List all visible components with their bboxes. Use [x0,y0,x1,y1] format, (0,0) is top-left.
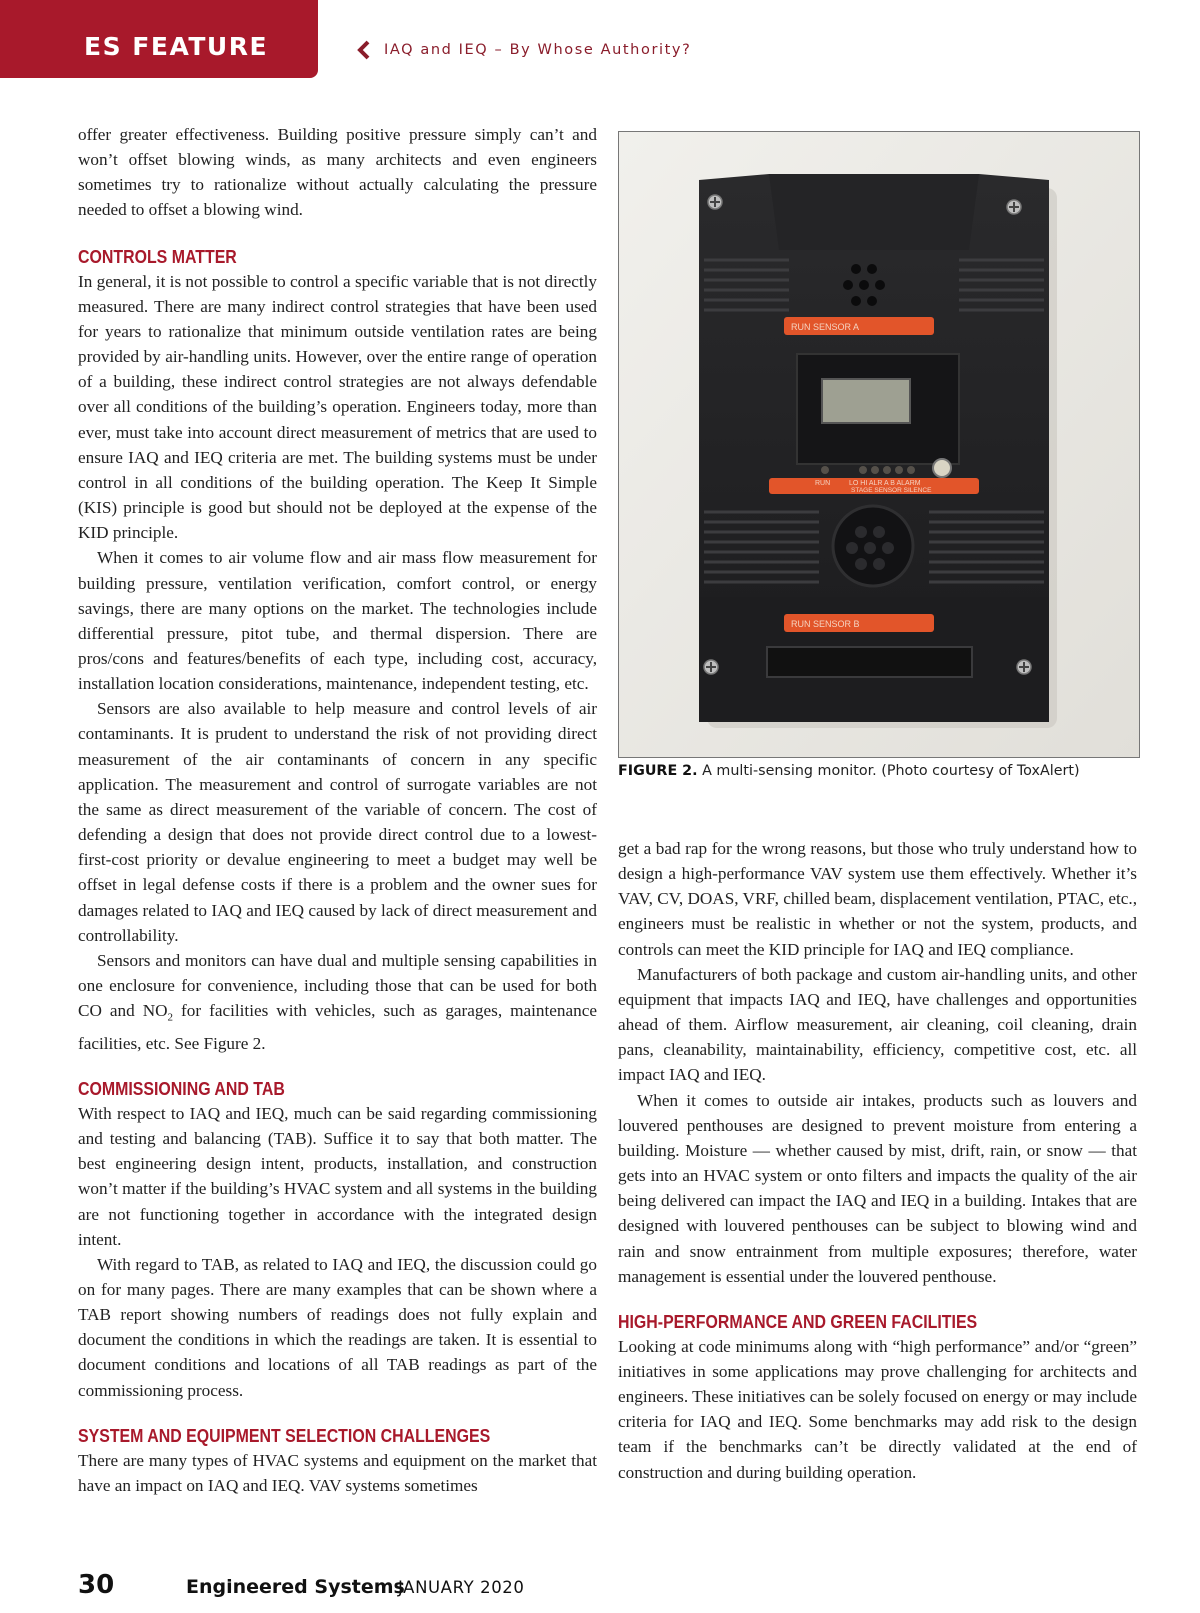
page-number: 30 [78,1570,115,1600]
chevron-left-icon [356,40,372,60]
label-stage2-text: STAGE SENSOR SILENCE [851,487,932,494]
label-stage-text: LO HI ALR A B ALARM [849,480,921,487]
section-heading: CONTROLS MATTER [78,245,237,267]
figure-caption [618,763,1158,779]
paragraph-text: for facilities with vehicles, such as garages, maintenance facilities, etc. See Figure 2. [78,1001,597,1053]
label-run-text: RUN [815,480,831,487]
label-sensor-b-text: RUN SENSOR B [791,619,860,629]
paragraph: Sensors are also available to help measure and control levels of air contaminants. It is prudent to understand the risk of not providing direct measurement of the air contaminants of concern in any specific application. The measurement and control of surrogate variables are not the same as direct measurement of the variable of concern. The cost of defending a design that does not provide direct control due to a lowest-first-cost priority or devalue engineering to meet a budget may well be offset in legal defense costs if there is a problem and the owner sues for damages related to IAQ and IEQ caused by lack of direct measurement and controllability. [78,699,597,945]
silence-button [933,459,951,477]
monitor-illustration [619,132,1139,757]
paragraph: get a bad rap for the wrong reasons, but those who truly understand how to design a high-performance VAV system use them effectively. Whether it’s VAV, CV, DOAS, VRF, chilled beam, displacement ventilation, PTAC, etc., engineers must be realistic in whether or not the system, products, and controls can meet the KID principle for IAQ and IEQ compliance. [618,839,1137,959]
label-sensor-a-text: RUN SENSOR A [791,322,860,332]
back-link-label: IAQ and IEQ – By Whose Authority? [384,42,692,58]
section-heading: SYSTEM AND EQUIPMENT SELECTION CHALLENGES [78,1424,491,1446]
figure-photo [618,131,1140,758]
paragraph: With respect to IAQ and IEQ, much can be said regarding commissioning and testing and balancing (TAB). Suffice it to say that both matter. The best engineering design intent, products, installation, and construction won’t matter if the building’s HVAC system and all systems in the building are not functioning together in accordance with the integrated design intent. [78,1103,597,1249]
paragraph-text: Sensors and monitors can have dual and multiple sensing capabilities in one enclosure for convenience, including those that can be used for both CO and NO [78,950,597,1021]
lcd-screen [822,379,910,423]
back-link[interactable] [356,40,691,60]
section-heading: COMMISSIONING AND TAB [78,1077,285,1099]
paragraph [78,948,597,1056]
left-column [78,122,597,1498]
subscript: 2 [167,1011,174,1024]
paragraph: There are many types of HVAC systems and equipment on the market that have an impact on IAQ and IEQ. VAV systems sometimes [78,1450,597,1495]
section-tab [0,0,318,78]
section-tab-label: ES FEATURE [84,32,269,61]
issue-date: JANUARY 2020 [398,1578,525,1597]
paragraph: When it comes to outside air intakes, products such as louvers and louvered penthouses are designed to prevent moisture from entering a building. Moisture — whether caused by mist, drift, rain, or snow — that gets into an HVAC system or onto filters and impacts the quality of the air being delivered can impact the IAQ and IEQ in a building. Intakes that are designed with louvered penthouses can be subject to blowing wind and rain and snow entrainment from multiple exposures; therefore, water management is essential under the louvered penthouse. [618,1090,1137,1286]
paragraph: In general, it is not possible to control a specific variable that is not directly measured. There are many indirect control strategies that have been used for years to rationalize that minimum outside ventilation rates are being provided by air-handling units. However, over the entire range of operation of a building, these indirect control strategies are not always defendable over all conditions of the building’s operation. Engineers today, more than ever, must take into account direct measurement of metrics that are used to ensure IAQ and IEQ criteria are met. The building systems must be under control in all conditions of the building operation. The Keep It Simple (KIS) principle is good but should not be deployed at the expense of the KID principle. [78,271,597,543]
magazine-name: Engineered Systems [186,1576,405,1598]
paragraph: When it comes to air volume flow and air mass flow measurement for building pressure, ventilation verification, comfort control, or energy savings, there are many options on the market. The technologies include differential pressure, pitot tube, and thermal dispersion. There are pros/cons and features/benefits of each type, including cost, accuracy, installation location considerations, maintenance, independent testing, etc. [78,548,597,694]
figure-caption-text: A multi-sensing monitor. (Photo courtesy of ToxAlert) [697,763,1080,779]
figure-caption-label: FIGURE 2. [618,763,698,779]
paragraph: Manufacturers of both package and custom air-handling units, and other equipment that impacts IAQ and IEQ, have challenges and opportunities ahead of them. Airflow measurement, air cleaning, coil cleaning, drain pans, cleanability, maintainability, efficiency, competitive cost, etc. all impact IAQ and IEQ. [618,964,1137,1085]
paragraph: Looking at code minimums along with “high performance” and/or “green” initiatives in some applications may prove challenging for architects and engineers. These initiatives can be solely focused on energy or may include criteria for IAQ and IEQ. Some benchmarks may add risk to the design team if the benchmarks can’t be directly validated at the end of construction and during building operation. [618,1336,1137,1482]
paragraph: With regard to TAB, as related to IAQ and IEQ, the discussion could go on for many pages. There are many examples that can be shown where a TAB report showing numbers of readings does not fully explain and document the conditions in which the readings are taken. It is essential to document conditions and locations of all TAB readings as part of the commissioning process. [78,1254,597,1400]
section-heading: HIGH-PERFORMANCE AND GREEN FACILITIES [618,1310,978,1332]
paragraph: offer greater effectiveness. Building positive pressure simply can’t and won’t offset blowing winds, as many architects and even engineers sometimes try to rationalize without actually calculating the pressure needed to offset a blowing wind. [78,125,597,220]
right-column [618,836,1137,1485]
